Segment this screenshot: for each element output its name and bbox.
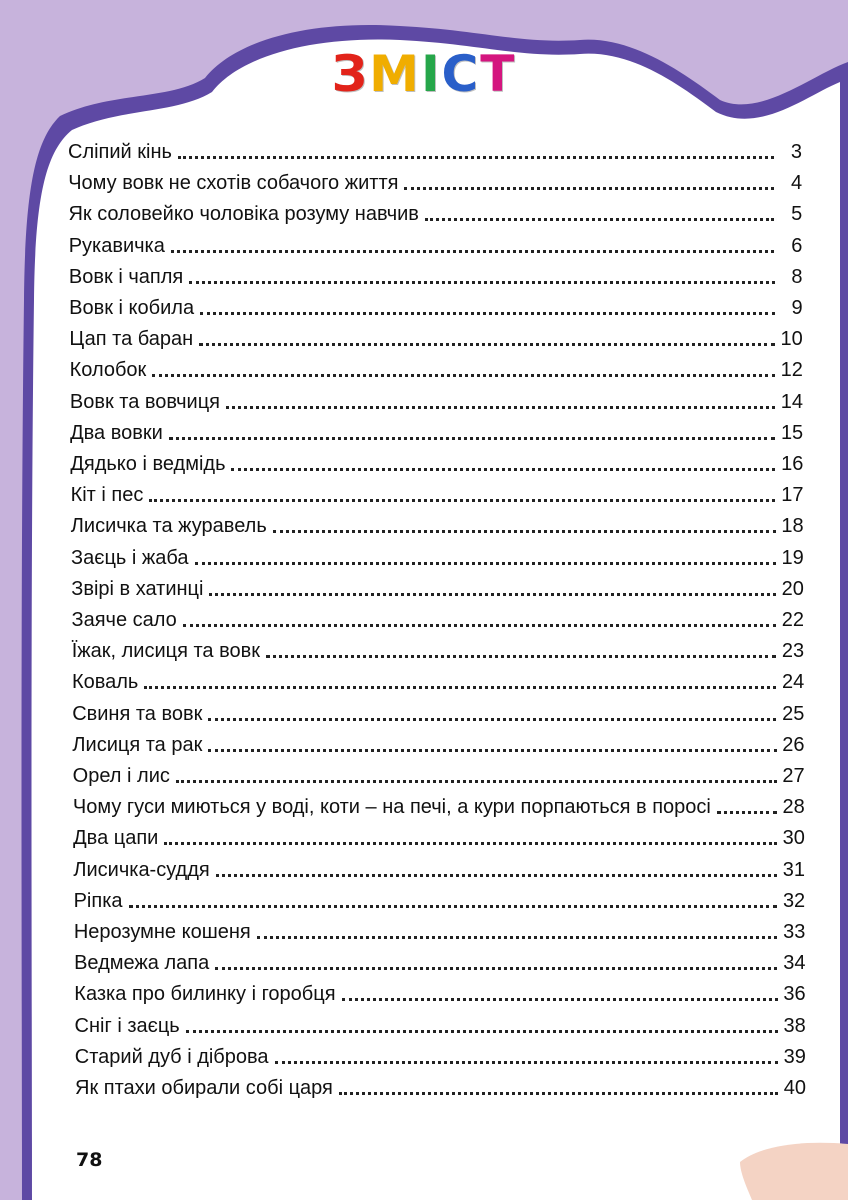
toc-entry-title: Колобок <box>69 359 147 382</box>
toc-entry-page: 9 <box>791 297 803 319</box>
dot-leader <box>189 281 774 284</box>
dot-leader <box>216 874 777 877</box>
dot-leader <box>176 780 777 783</box>
toc-entry-page: 36 <box>783 983 806 1006</box>
dot-leader <box>152 374 775 377</box>
toc-entry-page: 33 <box>783 921 806 943</box>
toc-entry-title: Кіт і пес <box>70 484 144 507</box>
toc-entry-title: Вовк та вовчиця <box>69 390 220 413</box>
toc-entry-page: 23 <box>781 640 805 663</box>
toc-entry-page: 6 <box>791 234 803 257</box>
toc-entry-page: 10 <box>780 328 803 351</box>
toc-entry <box>70 358 803 382</box>
dot-leader <box>275 1061 778 1064</box>
toc-entry-title: Свиня та вовк <box>72 702 203 725</box>
toc-entry <box>72 670 804 694</box>
toc-entry-title: Лисичка та журавель <box>70 515 267 538</box>
dot-leader <box>171 250 775 253</box>
toc-entry-page: 12 <box>780 359 803 382</box>
toc-entry <box>68 171 802 195</box>
toc-entry-page: 15 <box>780 421 804 444</box>
toc-entry-title: Два вовки <box>70 421 163 444</box>
toc-entry-page: 19 <box>781 546 804 569</box>
toc-entry-title: Ведмежа лапа <box>74 952 210 975</box>
dot-leader <box>183 624 776 627</box>
toc-entry <box>71 514 804 538</box>
toc-entry-title: Цап та баран <box>69 328 194 351</box>
toc-entry-page: 38 <box>783 1014 806 1037</box>
toc-entry-page: 16 <box>781 453 804 475</box>
toc-entry-title: Лисиця та рак <box>72 733 203 756</box>
dot-leader <box>257 936 778 939</box>
toc-entry-title: Два цапи <box>73 827 159 850</box>
dot-leader <box>209 593 775 596</box>
toc-entry-title: Вовк і чапля <box>68 265 184 288</box>
toc-entry-page: 39 <box>783 1045 806 1068</box>
dot-leader <box>226 406 775 409</box>
toc-entry <box>75 1014 806 1038</box>
toc-entry-title: Як птахи обирали собі царя <box>75 1077 333 1099</box>
toc-entry-title: Сніг і заєць <box>74 1014 180 1037</box>
toc-entry <box>74 982 805 1006</box>
toc-entry-page: 26 <box>782 733 805 756</box>
dot-leader <box>195 562 776 565</box>
toc-entry <box>69 265 803 289</box>
page-number: 78 <box>76 1149 103 1171</box>
toc-entry-page: 40 <box>783 1077 806 1099</box>
toc-entry <box>75 1045 806 1069</box>
toc-entry-title: Як соловейко чоловіка розуму навчив <box>68 203 419 226</box>
toc-entry-page: 25 <box>782 702 805 725</box>
toc-entry-page: 22 <box>781 609 804 631</box>
toc-entry-page: 18 <box>781 515 804 538</box>
dot-leader <box>266 655 776 658</box>
toc-entry-page: 32 <box>782 889 806 912</box>
toc-entry <box>72 733 804 757</box>
toc-entry-page: 20 <box>781 577 804 600</box>
toc-entry-title: Звірі в хатинці <box>71 577 204 600</box>
toc-entry <box>74 889 806 913</box>
toc-entry-title: Заєць і жаба <box>71 546 189 569</box>
toc-entry-title: Орел і лис <box>72 765 170 787</box>
toc-entry <box>70 421 803 445</box>
dot-leader <box>164 842 777 845</box>
dot-leader <box>208 749 776 752</box>
dot-leader <box>339 1092 778 1095</box>
dot-leader <box>144 686 776 689</box>
dot-leader <box>717 811 777 814</box>
toc-entry <box>69 296 803 320</box>
toc-entry-page: 14 <box>780 390 804 413</box>
toc-entry-title: Заяче сало <box>71 609 177 631</box>
dot-leader <box>404 187 774 190</box>
dot-leader <box>186 1030 778 1033</box>
toc-entry <box>73 795 805 819</box>
dot-leader <box>199 343 775 346</box>
toc-entry <box>72 639 804 663</box>
toc-entry-page: 8 <box>791 265 803 288</box>
toc-entry <box>68 202 802 226</box>
toc-entry <box>70 452 803 476</box>
toc-entry-title: Лисичка-суддя <box>73 858 210 881</box>
toc-entry-page: 34 <box>783 952 806 975</box>
dot-leader <box>129 905 778 908</box>
title-letter: І <box>420 45 442 103</box>
toc-entry-title: Їжак, лисиця та вовк <box>71 640 261 663</box>
dot-leader <box>231 468 775 471</box>
toc-entry <box>74 920 806 944</box>
dot-leader <box>273 530 776 533</box>
toc-entry <box>72 608 805 632</box>
title-letter: Т <box>480 45 517 103</box>
title-letter: З <box>331 45 370 103</box>
dot-leader <box>178 156 774 159</box>
dot-leader <box>208 718 776 721</box>
toc-entry <box>74 951 805 975</box>
dot-leader <box>425 218 774 221</box>
toc-entry-page: 5 <box>791 203 803 226</box>
toc-entry-title: Коваль <box>71 671 139 694</box>
toc-entry-page: 27 <box>782 765 805 787</box>
toc-entry <box>69 234 803 258</box>
dot-leader <box>149 499 775 502</box>
toc-entry-title: Сліпий кінь <box>68 141 172 163</box>
toc-entry-title: Вовк і кобила <box>69 297 195 319</box>
toc-entry <box>70 390 803 414</box>
toc-entry <box>71 546 804 570</box>
title-letter: С <box>441 45 481 103</box>
toc-entry-page: 24 <box>782 671 805 694</box>
toc-entry <box>72 702 804 726</box>
toc-entry-title: Нерозумне кошеня <box>73 921 251 943</box>
toc-entry-title: Рукавичка <box>68 234 165 257</box>
toc-entry-title: Казка про билинку і горобця <box>74 983 336 1006</box>
toc-entry <box>69 327 802 351</box>
toc-entry-page: 31 <box>782 858 806 881</box>
toc-entry-title: Чому вовк не схотів собачого життя <box>68 172 399 195</box>
dot-leader <box>215 967 777 970</box>
toc-entry-title: Чому гуси миються у воді, коти – на печі, а кури порпаються в поросі <box>72 796 711 819</box>
toc-entry <box>71 483 804 507</box>
dot-leader <box>200 312 775 315</box>
toc-entry-page: 30 <box>782 827 805 850</box>
toc-entry-page: 28 <box>782 796 805 819</box>
toc-entry <box>73 764 805 788</box>
dot-leader <box>169 437 775 440</box>
toc-entry <box>73 858 805 882</box>
toc-entry-page: 4 <box>790 172 803 195</box>
toc-entry <box>71 577 804 601</box>
toc-entry-page: 3 <box>790 141 802 163</box>
title-letter: М <box>369 45 421 103</box>
toc-entry-page: 17 <box>781 484 804 507</box>
toc-entry-title: Старий дуб і діброва <box>74 1045 269 1068</box>
dot-leader <box>342 998 778 1001</box>
toc-entry-title: Дядько і ведмідь <box>70 453 226 475</box>
toc-entry <box>75 1076 806 1100</box>
toc-entry <box>68 140 802 164</box>
toc-entry <box>73 826 805 850</box>
toc-entry-title: Ріпка <box>73 889 123 912</box>
